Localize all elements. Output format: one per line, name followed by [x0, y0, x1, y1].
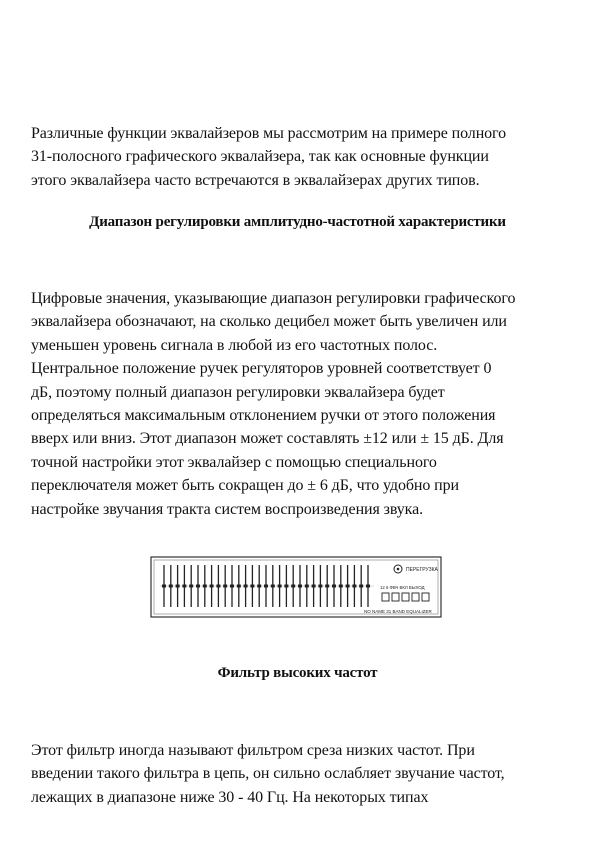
slider-knob	[216, 585, 220, 588]
slider-knob	[189, 585, 193, 588]
slider-knob	[352, 585, 356, 588]
section1-line: эквалайзера обозначают, на сколько децибел может быть увеличен или	[31, 313, 507, 331]
slider-knob	[291, 585, 295, 588]
section2-line: введении такого фильтра в цепь, он сильно ослабляет звучание частот,	[31, 765, 505, 783]
slider-knob	[271, 585, 275, 588]
slider-knob	[210, 585, 214, 588]
slider-knob	[305, 585, 309, 588]
section1-paragraph	[31, 287, 576, 521]
intro-line: Различные функции эквалайзеров мы рассмотрим на примере полного	[31, 125, 507, 142]
intro-paragraph	[31, 122, 576, 192]
slider-knob	[162, 585, 166, 588]
overload-indicator-dot	[397, 568, 400, 571]
slider-knob	[278, 585, 282, 588]
overload-label: ПЕРЕГРУЗКА	[406, 567, 438, 573]
slider-knob	[298, 585, 302, 588]
slider-knob	[203, 585, 207, 588]
equalizer-figure	[150, 556, 442, 618]
slider-knob	[169, 585, 173, 588]
slider-knob	[176, 585, 180, 588]
slider-knob	[223, 585, 227, 588]
switch-labels: 12 6 ФВЧ ВКЛ ВЫХОД	[380, 585, 425, 590]
section1-line: Центральное положение ручек регуляторов уровней соответствует 0	[31, 360, 492, 378]
slider-knob	[339, 585, 343, 588]
section1-line: Цифровые значения, указывающие диапазон регулировки графического	[31, 290, 516, 307]
section1-line: точной настройки этот эквалайзер с помощью специального	[31, 453, 437, 471]
section2-paragraph	[31, 739, 576, 809]
slider-knob	[312, 585, 316, 588]
slider-knob	[230, 585, 234, 588]
section2-line: лежащих в диапазоне ниже 30 - 40 Гц. На некоторых типах	[31, 788, 429, 806]
section1-line: переключателя может быть сокращен до ± 6 дБ, что удобно при	[31, 477, 459, 495]
section-heading-high-pass-filter: Фильтр высоких частот	[217, 665, 378, 681]
slider-knob	[264, 585, 268, 588]
intro-line: этого эквалайзера часто встречаются в эквалайзерах других типов.	[31, 171, 480, 189]
slider-knob	[250, 585, 254, 588]
slider-knob	[366, 585, 370, 588]
slider-knob	[325, 585, 329, 588]
slider-knob	[332, 585, 336, 588]
slider-knob	[359, 585, 363, 588]
slider-knob	[237, 585, 241, 588]
slider-knob	[244, 585, 248, 588]
equalizer-front-panel	[150, 556, 442, 618]
section-heading-frequency-range: Диапазон регулировки амплитудно-частотной характеристики	[89, 214, 506, 230]
slider-knob	[346, 585, 350, 588]
section1-line: определяться максимальным отклонением ручки от этого положения	[31, 407, 496, 425]
section1-line: вверх или вниз. Этот диапазон может составлять ±12 или ± 15 дБ. Для	[31, 430, 504, 448]
section2-line: Этот фильтр иногда называют фильтром среза низких частот. При	[31, 742, 475, 759]
slider-knob	[284, 585, 288, 588]
model-label: NO NAME 31 BAND EQUALIZER	[364, 609, 432, 614]
section1-line: настройке звучания тракта систем воспроизведения звука.	[31, 500, 424, 518]
slider-knob	[257, 585, 261, 588]
intro-line: 31-полосного графического эквалайзера, так как основные функции	[31, 148, 489, 166]
slider-knob	[196, 585, 200, 588]
slider-knob	[318, 585, 322, 588]
section1-line: уменьшен уровень сигнала в любой из его частотных полос.	[31, 336, 438, 354]
section1-line: дБ, поэтому полный диапазон регулировки эквалайзера будет	[31, 383, 445, 401]
slider-knob	[182, 585, 186, 588]
